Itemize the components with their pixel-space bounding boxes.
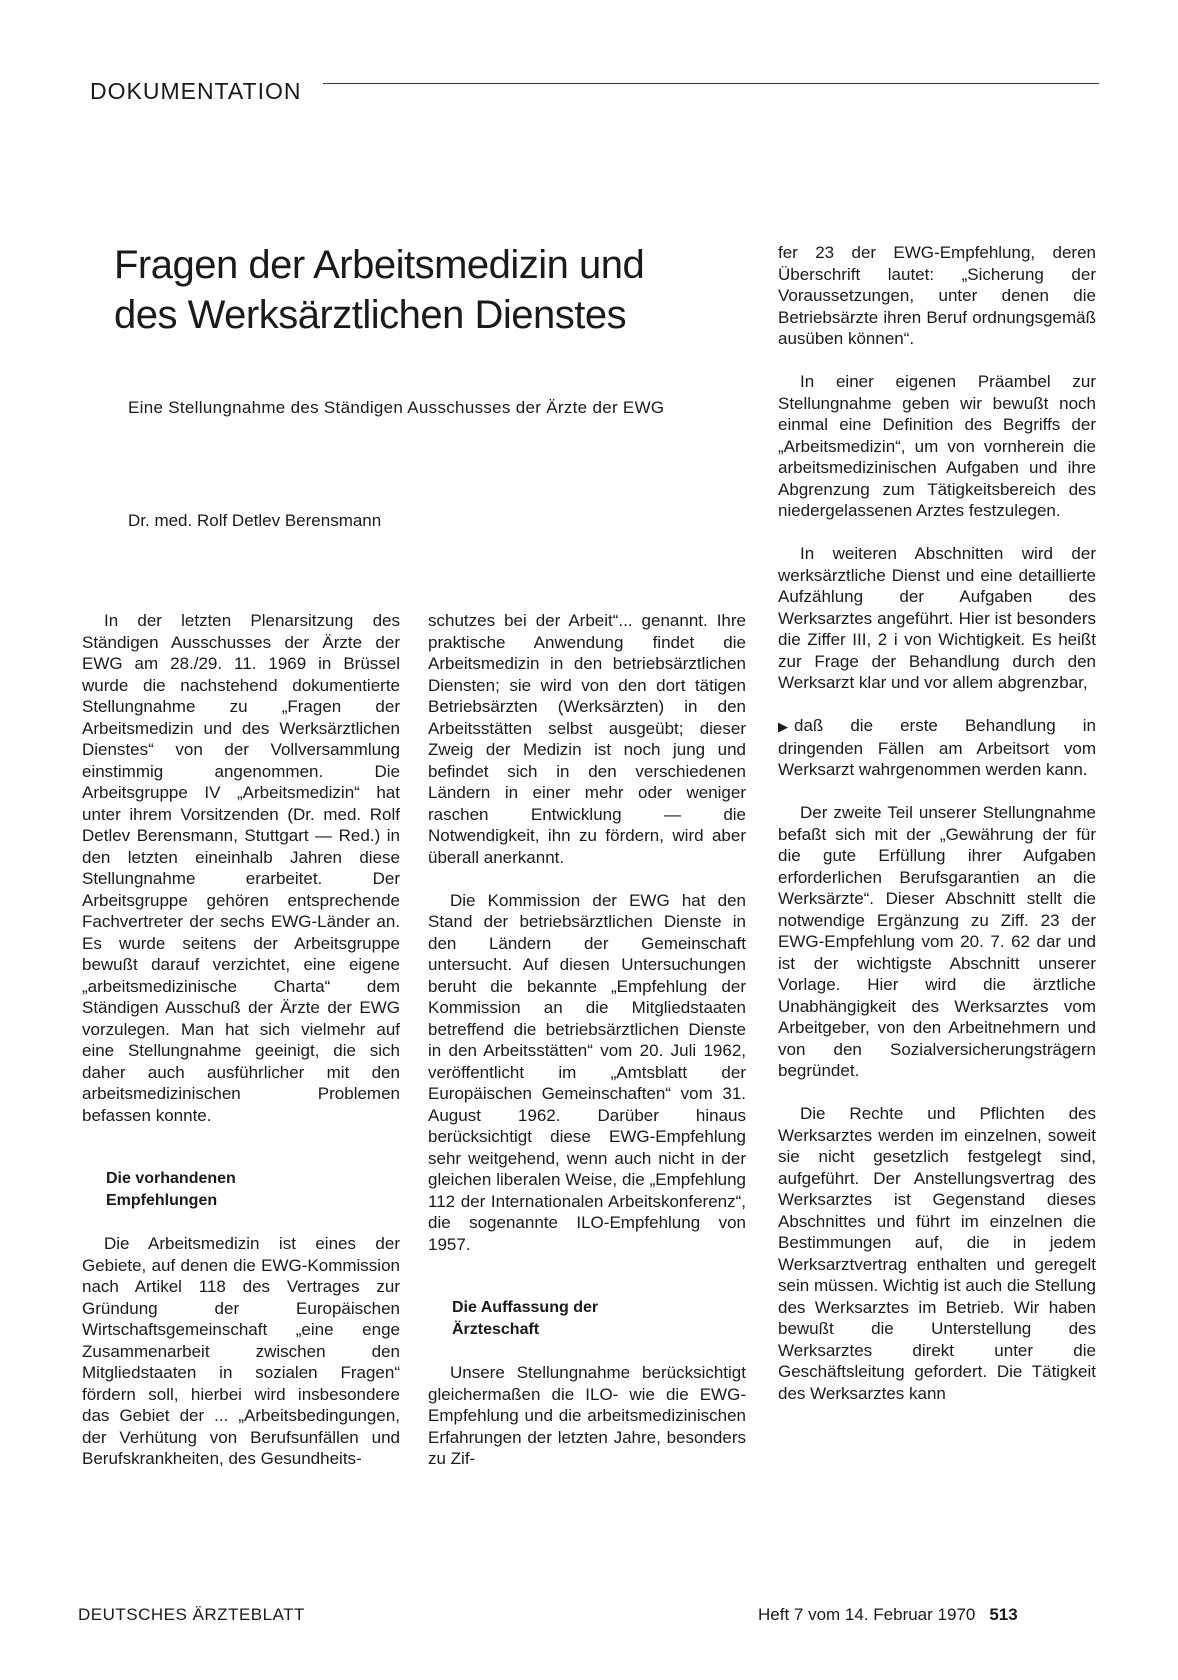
section-heading — [106, 1168, 400, 1211]
article-subtitle: Eine Stellungnahme des Ständigen Ausschusses der Ärzte der EWG — [128, 398, 665, 417]
section-heading — [452, 1297, 746, 1340]
text-column-2 — [428, 610, 746, 1491]
issue-date: Heft 7 vom 14. Februar 1970 — [758, 1605, 976, 1624]
paragraph: Unsere Stellungnahme berücksichtigt gleichermaßen die ILO- wie die EWG-Empfehlung und die arbeitsmedizinischen Erfahrungen der letzten Jahre, besonders zu Zif- — [428, 1363, 746, 1468]
article-title — [114, 240, 774, 340]
paragraph: Die Rechte und Pflichten des Werksarztes werden im einzelnen, soweit sie nicht gesetzlich festgelegt sind, aufgeführt. Der Anstellungsvertrag des Werksarztes ist Gegenstand dieses Abschnittes und führt im einzelnen die Bestimmungen auf, die in jedem Werksarztvertrag enthalten und geregelt sein müssen. Wichtig ist auch die Stellung des Werksarztes im Betrieb. Wir haben bewußt die Unterstellung des Werksarztes direkt unter die Geschäftsleitung gefordert. Die Tätigkeit des Werksarztes kann — [778, 1104, 1096, 1403]
bullet-text: daß die erste Behandlung in dringenden Fällen am Arbeitsort vom Werksarzt wahrgenommen werden kann. — [778, 716, 1096, 779]
paragraph: Die Kommission der EWG hat den Stand der betriebsärztlichen Dienste in den Ländern der Gemeinschaft untersucht. Auf diesen Untersuchungen beruht die bekannte „Empfehlung der Kommission an die Mitgliedstaaten betreffend die betriebsärztlichen Dienste in den Arbeitsstätten“ vom 20. Juli 1962, veröffentlicht im „Amtsblatt der Europäischen Gemeinschaften“ vom 31. August 1962. Darüber hinaus berücksichtigt diese EWG-Empfehlung sehr weitgehend, wenn auch nicht in der gleichen liberalen Weise, die „Empfehlung 112 der Internationalen Arbeitskonferenz“, die sogenannte ILO-Empfehlung von 1957. — [428, 890, 746, 1254]
section-heading-line: Die Auffassung der — [452, 1299, 599, 1316]
section-label: DOKUMENTATION — [90, 78, 302, 104]
text-column-3 — [778, 242, 1096, 1426]
section-heading-line: Die vorhandenen — [106, 1170, 236, 1187]
header-rule — [323, 83, 1099, 84]
paragraph: In der letzten Plenarsitzung des Ständigen Ausschusses der Ärzte der EWG am 28./29. 11. 1969 in Brüssel wurde die nachstehend dokumentierte Stellungnahme zu „Fragen der Arbeitsmedizin und des Werksärztlichen Dienstes“ von der Vollversammlung einstimmig angenommen. Die Arbeitsgruppe IV „Arbeitsmedizin“ hat unter ihrem Vorsitzenden (Dr. med. Rolf Detlev Berensmann, Stuttgart — Red.) in den letzten eineinhalb Jahren diese Stellungnahme erarbeitet. Der Arbeitsgruppe gehören entsprechende Fachvertreter der sechs EWG-Länder an. Es wurde seitens der Arbeitsgruppe bewußt darauf verzichtet, eine eigene „arbeitsmedizinische Charta“ dem Ständigen Ausschuß der Ärzte der EWG vorzulegen. Man hat sich vielmehr auf eine Stellungnahme geeinigt, die sich daher auch ausführlicher mit den arbeitsmedizinischen Problemen befassen konnte. — [82, 611, 400, 1125]
text-column-1 — [82, 610, 400, 1491]
paragraph: In einer eigenen Präambel zur Stellungnahme geben wir bewußt noch einmal eine Definition des Begriffs der „Arbeitsmedizin“, um von vornherein die arbeitsmedizinischen Aufgaben und ihre Abgrenzung zum Tätigkeitsbereich des niedergelassenen Arztes festzulegen. — [778, 372, 1096, 520]
article-author: Dr. med. Rolf Detlev Berensmann — [128, 511, 382, 530]
paragraph: schutzes bei der Arbeit“... genannt. Ihre praktische Anwendung findet die Arbeitsmedizin in den betriebsärztlichen Diensten; sie wird von den dort tätigen Betriebsärzten (Werksärzten) in den Arbeitsstätten selbst ausgeübt; dieser Zweig der Medizin ist noch jung und befindet sich in den verschiedenen Ländern in einer mehr oder weniger raschen Entwicklung — die Notwendigkeit, ihn zu fördern, wird aber überall anerkannt. — [428, 611, 746, 867]
journal-name: DEUTSCHES ÄRZTEBLATT — [78, 1605, 305, 1624]
paragraph: In weiteren Abschnitten wird der werksärztliche Dienst und eine detaillierte Aufzählung der Aufgaben des Werksarztes angeführt. Hier ist besonders die Ziffer III, 2 i von Wichtigkeit. Es heißt zur Frage der Behandlung durch den Werksarzt klar und vor allem abgrenzbar, — [778, 544, 1096, 692]
right-triangle-bullet-icon: ▶ — [778, 719, 788, 734]
article-title-line-2: des Werksärztlichen Dienstes — [114, 293, 627, 337]
section-heading-line: Empfehlungen — [106, 1191, 218, 1209]
paragraph: fer 23 der EWG-Empfehlung, deren Überschrift lautet: „Sicherung der Voraussetzungen, unter denen die Betriebsärzte ihren Beruf ordnungsgemäß ausüben können“. — [778, 243, 1096, 348]
article-title-line-1: Fragen der Arbeitsmedizin und — [114, 243, 645, 287]
issue-info — [758, 1605, 1018, 1625]
page-number: 513 — [989, 1605, 1018, 1624]
paragraph: Der zweite Teil unserer Stellungnahme befaßt sich mit der „Gewährung der für die gute Erfüllung ihrer Aufgaben erforderlichen Berufsgarantien an die Werksärzte“. Dieser Abschnitt stellt die notwendige Ergänzung zu Ziff. 23 der EWG-Empfehlung vom 20. 7. 62 dar und ist der wichtigste Abschnitt unserer Vorlage. Hier wird die ärztliche Unabhängigkeit des Werksarztes vom Arbeitgeber, von den Arbeitnehmern und von den Sozialversicherungsträgern begründet. — [778, 803, 1096, 1080]
bullet-paragraph — [778, 715, 1096, 781]
paragraph: Die Arbeitsmedizin ist eines der Gebiete, auf denen die EWG-Kommission nach Artikel 118 des Vertrages zur Gründung der Europäischen Wirtschaftsgemeinschaft „eine enge Zusammenarbeit zwischen den Mitgliedstaaten in sozialen Fragen“ fördern soll, hierbei wird insbesondere das Gebiet der ... „Arbeitsbedingungen, der Verhütung von Berufsunfällen und Berufskrankheiten, des Gesundheits- — [82, 1234, 400, 1468]
section-heading-line: Ärzteschaft — [452, 1320, 540, 1338]
